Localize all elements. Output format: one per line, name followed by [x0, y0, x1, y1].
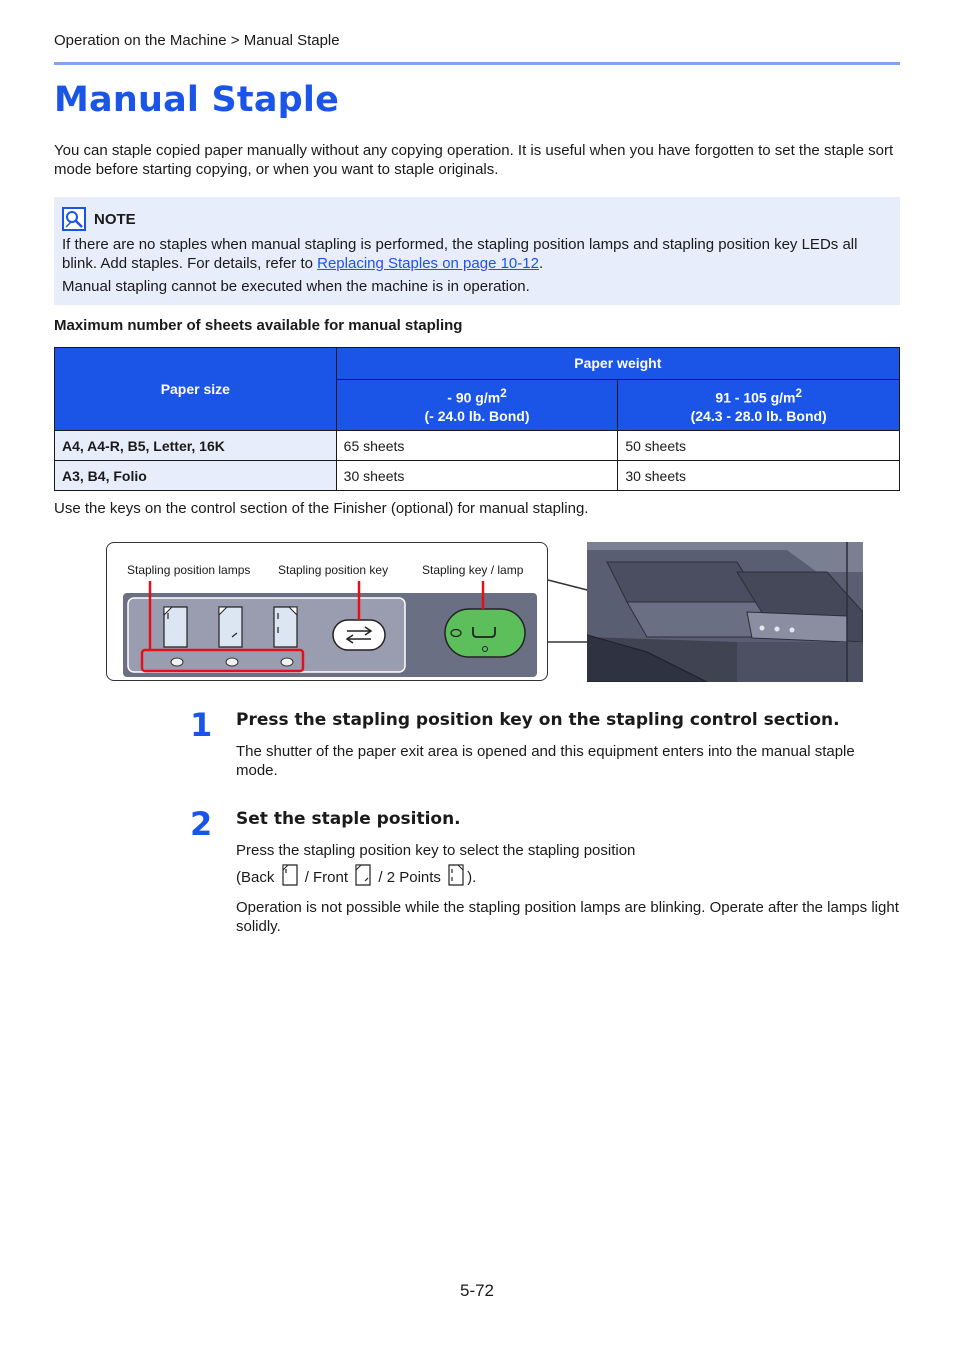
position-front-label: / Front — [304, 869, 349, 886]
row-heavy-sheets: 50 sheets — [618, 431, 900, 461]
row-light-sheets: 65 sheets — [336, 431, 618, 461]
note-line-1-text: If there are no staples when manual stapling is performed, the stapling position lamps and stapling position key LEDs all blink. Add staples. For details, refer to — [62, 236, 858, 272]
panel-drawing — [107, 543, 547, 680]
note-line-1 — [62, 235, 892, 273]
header-weight-heavy-sup: 2 — [795, 386, 802, 400]
step-2-text-2: Operation is not possible while the stapling position lamps are blinking. Operate after the lamps light solidly. — [236, 899, 899, 935]
front-position-lamp-icon — [219, 607, 242, 647]
row-paper-size: A4, A4-R, B5, Letter, 16K — [55, 431, 337, 461]
header-weight-light-line1: - 90 g/m — [447, 389, 501, 406]
note-line-1-end: . — [538, 255, 544, 272]
step-2-title: Set the staple position. — [236, 809, 461, 829]
back-position-lamp-icon — [164, 607, 187, 647]
step-1-title: Press the stapling position key on the stapling control section. — [236, 710, 840, 730]
header-weight-light — [336, 380, 618, 431]
header-weight-light-sup: 2 — [500, 386, 507, 400]
use-keys-text: Use the keys on the control section of the Finisher (optional) for manual stapling. — [54, 500, 589, 517]
table-row — [55, 431, 900, 461]
position-back-label: (Back — [236, 869, 275, 886]
control-panel-illustration — [106, 542, 548, 681]
row-paper-size: A3, B4, Folio — [55, 461, 337, 491]
header-weight-heavy-line2: (24.3 - 28.0 lb. Bond) — [690, 408, 827, 425]
replacing-staples-link[interactable]: Replacing Staples on page 10-12 — [317, 255, 539, 272]
header-weight-light-line2: (- 24.0 lb. Bond) — [424, 408, 530, 425]
header-paper-weight: Paper weight — [336, 348, 899, 380]
label-stapling-key-lamp: Stapling key / lamp — [422, 563, 524, 577]
front-staple-icon — [355, 864, 371, 886]
position-two-points-label: / 2 Points — [378, 869, 441, 886]
header-rule — [54, 62, 900, 65]
staple-capacity-table — [54, 347, 900, 491]
label-stapling-position-lamps: Stapling position lamps — [127, 563, 251, 577]
stapling-position-key-icon — [333, 620, 385, 650]
page-title: Manual Staple — [54, 80, 340, 120]
row-heavy-sheets: 30 sheets — [618, 461, 900, 491]
position-close-paren: ). — [467, 869, 477, 886]
staple-key-icon — [445, 609, 525, 657]
back-staple-icon — [282, 864, 298, 886]
step-2-text-1: Press the stapling position key to select the stapling position — [236, 842, 636, 859]
header-weight-heavy-line1: 91 - 105 g/m — [715, 389, 796, 406]
note-heading: NOTE — [94, 210, 136, 228]
note-box — [54, 197, 900, 305]
page-number: 5-72 — [459, 1281, 495, 1300]
table-caption: Maximum number of sheets available for manual stapling — [54, 317, 463, 334]
header-paper-size: Paper size — [55, 348, 337, 431]
note-header — [62, 207, 892, 231]
step-1-number: 1 — [190, 706, 213, 744]
two-points-position-lamp-icon — [274, 607, 297, 647]
label-stapling-position-key: Stapling position key — [278, 563, 389, 577]
note-line-2: Manual stapling cannot be executed when the machine is in operation. — [62, 278, 530, 295]
header-weight-heavy — [618, 380, 900, 431]
intro-text: You can staple copied paper manually without any copying operation. It is useful when you have forgotten to set the staple sort mode before starting copying, or when you want to staple originals. — [54, 142, 894, 178]
step-2-position-line — [236, 864, 900, 887]
breadcrumb: Operation on the Machine > Manual Staple — [54, 32, 340, 49]
row-light-sheets: 30 sheets — [336, 461, 618, 491]
step-2-number: 2 — [190, 805, 213, 843]
note-icon — [62, 207, 86, 231]
step-1-text: The shutter of the paper exit area is opened and this equipment enters into the manual staple mode. — [236, 743, 855, 779]
finisher-illustration — [587, 542, 863, 682]
two-points-staple-icon — [448, 864, 464, 886]
table-row — [55, 461, 900, 491]
